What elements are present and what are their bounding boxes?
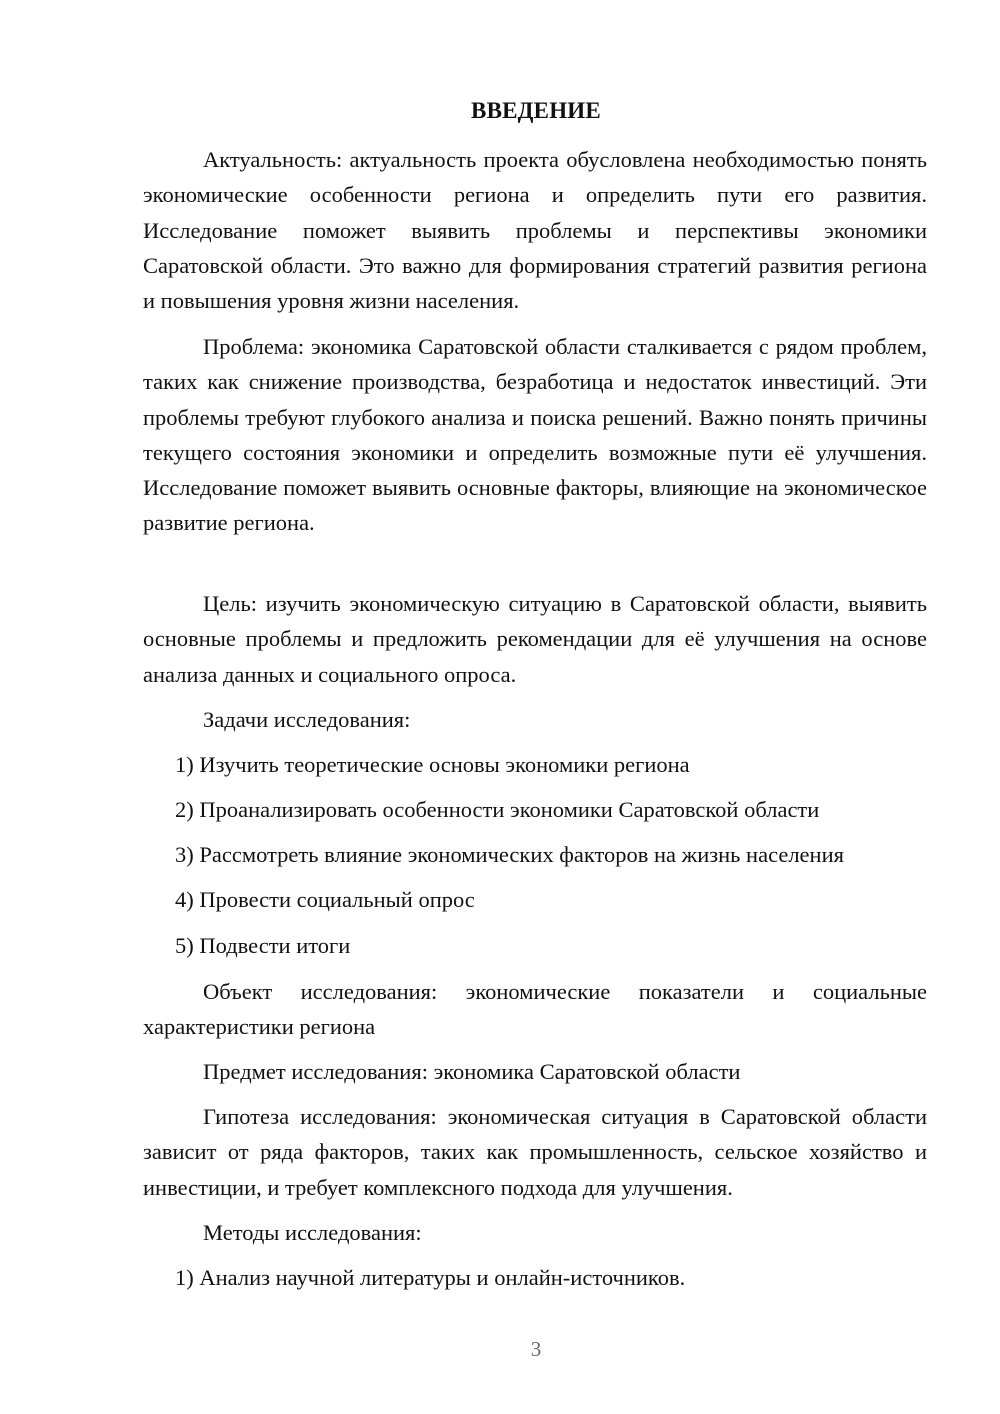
problem-paragraph: Проблема: экономика Саратовской области сталкивается с рядом проблем, таких как снижение производства, безработица и недостаток инвестиций. Эти проблемы требуют глубокого анализа и поиска решений. Важно понять причины текущего состояния экономики и определить возможные пути её улучшения. Исследование поможет выявить основные факторы, влияющие на экономическое развитие региона. — [143, 334, 927, 536]
task-item-5: 5) Подвести итоги — [175, 933, 351, 958]
methods-heading-section — [143, 1215, 927, 1250]
hypothesis-section — [143, 1099, 927, 1205]
task-item-3: 3) Рассмотреть влияние экономических факторов на жизнь населения — [175, 842, 844, 867]
method-item-1: 1) Анализ научной литературы и онлайн-источников. — [175, 1265, 686, 1290]
task-item — [143, 882, 927, 917]
task-item — [143, 837, 927, 872]
tasks-heading-section — [143, 702, 927, 737]
task-item — [143, 928, 927, 963]
problem-section — [143, 329, 927, 541]
hypothesis-paragraph: Гипотеза исследования: экономическая ситуация в Саратовской области зависит от ряда факторов, таких как промышленность, сельское хозяйство и инвестиции, и требует комплексного подхода для улучшения. — [143, 1104, 927, 1200]
tasks-heading: Задачи исследования: — [203, 707, 411, 732]
relevance-paragraph: Актуальность: актуальность проекта обусловлена необходимостью понять экономические особенности региона и определить пути его развития. Исследование поможет выявить проблемы и перспективы экономики Саратовской области. Это важно для формирования стратегий развития региона и повышения уровня жизни населения. — [143, 147, 927, 314]
object-section — [143, 974, 927, 1045]
methods-heading: Методы исследования: — [203, 1220, 422, 1245]
goal-paragraph: Цель: изучить экономическую ситуацию в Саратовской области, выявить основные проблемы и предложить рекомендации для её улучшения на основе анализа данных и социального опроса. — [143, 591, 927, 687]
task-item — [143, 747, 927, 782]
subject-paragraph: Предмет исследования: экономика Саратовской области — [203, 1059, 741, 1084]
subject-section — [143, 1054, 927, 1089]
object-paragraph: Объект исследования: экономические показатели и социальные характеристики региона — [143, 979, 927, 1040]
task-item-1: 1) Изучить теоретические основы экономики региона — [175, 752, 690, 777]
task-item — [143, 792, 927, 827]
goal-section — [143, 586, 927, 692]
method-item — [143, 1260, 927, 1295]
task-item-2: 2) Проанализировать особенности экономики Саратовской области — [175, 797, 820, 822]
task-item-4: 4) Провести социальный опрос — [175, 887, 475, 912]
page-title: ВВЕДЕНИЕ — [471, 98, 601, 123]
page-number: 3 — [530, 1337, 542, 1361]
relevance-section — [143, 142, 927, 318]
